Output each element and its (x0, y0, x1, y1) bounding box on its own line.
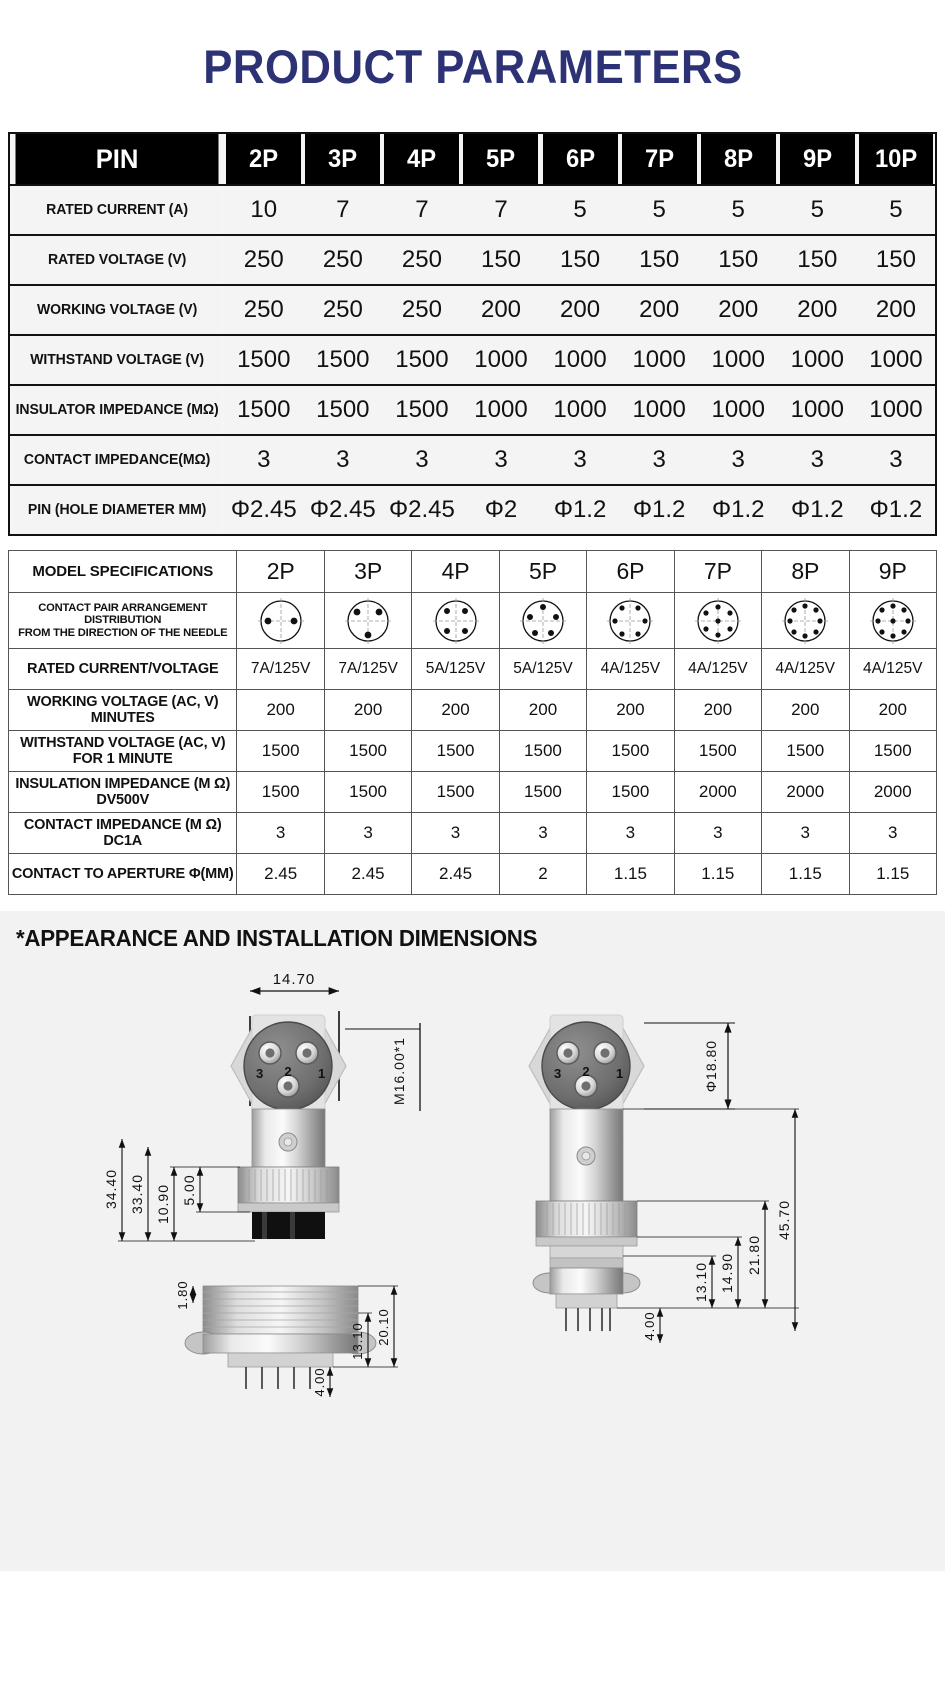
pin-diagram-cell-9p (849, 593, 937, 649)
dimension-label-1-80: 1.80 (175, 1280, 190, 1310)
cell: 250 (382, 235, 461, 285)
cell: Φ1.2 (699, 485, 778, 535)
pin-layout-7p-icon (675, 597, 761, 645)
pin-diagram-cell-2p (237, 593, 324, 649)
cell: 5 (778, 185, 857, 235)
specs-table-1-head (9, 133, 936, 185)
table-row (9, 690, 937, 731)
cell: 5 (699, 185, 778, 235)
pin-number-1: 1 (616, 1066, 624, 1081)
cell: 1000 (778, 385, 857, 435)
row-label: CONTACT IMPEDANCE(MΩ) (12, 435, 221, 485)
pin-layout-2p-icon (237, 597, 323, 645)
row-label-line2: FROM THE DIRECTION OF THE NEEDLE (18, 626, 228, 639)
cell: 200 (620, 285, 699, 335)
cell: 1500 (499, 731, 586, 772)
pin-layout-6p-icon (587, 597, 673, 645)
column-header-4p: 4P (384, 133, 459, 185)
cell: 3 (849, 813, 937, 854)
pin-diagram-cell-4p (412, 593, 499, 649)
connector-front-view-left (231, 1015, 346, 1117)
cell: 1000 (857, 385, 936, 435)
cell: 1500 (382, 335, 461, 385)
cell: 1000 (541, 335, 620, 385)
row-label-line2: FOR 1 MINUTE (72, 751, 173, 767)
row-label-line1: WITHSTAND VOLTAGE (AC, V) (20, 734, 226, 751)
table-row (9, 235, 936, 285)
cell: 200 (674, 690, 761, 731)
column-header-9p: 9P (780, 133, 855, 185)
pin-layout-8p-icon (762, 597, 848, 645)
cell: 1.15 (587, 854, 674, 895)
cell: 5 (541, 185, 620, 235)
title-band (0, 0, 945, 132)
specs-table-2-wrapper (0, 536, 945, 895)
table-row (9, 435, 936, 485)
pin-number-2: 2 (582, 1064, 590, 1079)
dimension-label-33-40: 33.40 (129, 1173, 145, 1215)
cell: 1500 (224, 385, 303, 435)
row-label: WITHSTAND VOLTAGE (V) (12, 335, 221, 385)
cell: 3 (620, 435, 699, 485)
pin-diagram-cell-3p (324, 593, 411, 649)
cell: 1500 (587, 772, 674, 813)
cell: 3 (237, 813, 324, 854)
table-header-row (9, 551, 937, 593)
cell: 200 (699, 285, 778, 335)
cell: 250 (224, 285, 303, 335)
cell: 3 (303, 435, 382, 485)
dimension-thread-m16 (345, 1023, 420, 1111)
column-header-7p: 7P (622, 133, 697, 185)
table-row (9, 485, 936, 535)
table-row (9, 649, 937, 690)
cell: 1000 (620, 385, 699, 435)
cell: 2000 (674, 772, 761, 813)
connector-front-view-right (529, 1015, 644, 1117)
cell: 3 (412, 813, 499, 854)
row-label: INSULATOR IMPEDANCE (MΩ) (12, 385, 221, 435)
cell: 1000 (699, 335, 778, 385)
cell: 4A/125V (762, 649, 849, 690)
table-header-row (9, 133, 936, 185)
pin-diagram-cell-8p (762, 593, 849, 649)
left-side-view (175, 1280, 398, 1397)
pin-layout-9p-icon (850, 597, 937, 645)
appearance-section-title: *APPEARANCE AND INSTALLATION DIMENSIONS (16, 925, 538, 951)
cell: 3 (541, 435, 620, 485)
cell: 3 (499, 813, 586, 854)
row-label: RATED VOLTAGE (V) (12, 235, 221, 285)
cell: Φ2.45 (224, 485, 303, 535)
cell: 1500 (499, 772, 586, 813)
cell: 7 (382, 185, 461, 235)
table-row (9, 772, 937, 813)
cell: 1500 (324, 731, 411, 772)
column-header-2p: 2P (226, 133, 301, 185)
cell: 150 (620, 235, 699, 285)
table-row (9, 385, 936, 435)
page-title: PRODUCT PARAMETERS (202, 39, 743, 93)
row-label (9, 772, 237, 813)
cell: 1500 (587, 731, 674, 772)
cell: 2000 (762, 772, 849, 813)
cell: 1500 (412, 772, 499, 813)
cell: 150 (541, 235, 620, 285)
row-label-line1: CONTACT IMPEDANCE (M Ω) (23, 816, 222, 833)
row-label-line2: MINUTES (90, 710, 155, 726)
cell: 3 (461, 435, 540, 485)
cell: 5 (857, 185, 936, 235)
cell: 1500 (382, 385, 461, 435)
cell: 3 (224, 435, 303, 485)
right-drawing (529, 1015, 799, 1343)
pin-layout-5p-icon (500, 597, 586, 645)
pin-number-1: 1 (318, 1066, 326, 1081)
cell: 200 (778, 285, 857, 335)
cell: 1500 (303, 335, 382, 385)
connector-body-left (238, 1109, 339, 1239)
cell: 200 (324, 690, 411, 731)
cell: Φ1.2 (541, 485, 620, 535)
cell: 200 (587, 690, 674, 731)
cell: 3 (762, 813, 849, 854)
cell: 1500 (237, 772, 324, 813)
cell: 1000 (541, 385, 620, 435)
dimension-label-34-40: 34.40 (103, 1168, 119, 1210)
cell: Φ2.45 (303, 485, 382, 535)
row-label (9, 649, 237, 690)
technical-drawings (0, 911, 945, 1571)
cell: 200 (762, 690, 849, 731)
cell: Φ2.45 (382, 485, 461, 535)
cell: 250 (224, 235, 303, 285)
cell: 1500 (324, 772, 411, 813)
pin-number-3: 3 (256, 1066, 264, 1081)
table-row (9, 731, 937, 772)
cell: 4A/125V (849, 649, 937, 690)
cell: 10 (224, 185, 303, 235)
cell: 1500 (237, 731, 324, 772)
row-label-pin-arrangement (9, 593, 237, 649)
dimension-label-45-70: 45.70 (776, 1199, 792, 1241)
cell: 4A/125V (674, 649, 761, 690)
cell: 200 (461, 285, 540, 335)
cell: 1.15 (674, 854, 761, 895)
cell: 1000 (461, 385, 540, 435)
cell: 5 (620, 185, 699, 235)
specs-table-1-body (9, 185, 936, 535)
row-label-line1: INSULATION IMPEDANCE (M Ω) (15, 775, 231, 792)
table-row (9, 285, 936, 335)
cell: 1500 (674, 731, 761, 772)
cell: 200 (412, 690, 499, 731)
cell: 1000 (857, 335, 936, 385)
column-header-7p: 7P (674, 551, 761, 593)
cell: 7A/125V (237, 649, 324, 690)
cell: 200 (237, 690, 324, 731)
cell: 1500 (412, 731, 499, 772)
cell: 150 (857, 235, 936, 285)
column-header-5p: 5P (499, 551, 586, 593)
cell: 250 (382, 285, 461, 335)
cell: 3 (587, 813, 674, 854)
row-label: WORKING VOLTAGE (V) (12, 285, 221, 335)
table-row (9, 813, 937, 854)
specs-table-1-wrapper (0, 132, 945, 536)
column-header-6p: 6P (587, 551, 674, 593)
dimension-stack-right (617, 1109, 799, 1343)
cell: 4A/125V (587, 649, 674, 690)
cell: Φ1.2 (857, 485, 936, 535)
row-label (9, 854, 237, 895)
column-header-8p: 8P (701, 133, 776, 185)
cell: 3 (382, 435, 461, 485)
cell: 150 (461, 235, 540, 285)
cell: 1500 (303, 385, 382, 435)
cell: Φ1.2 (778, 485, 857, 535)
left-drawing (103, 971, 420, 1397)
cell: 5A/125V (412, 649, 499, 690)
table-row (9, 335, 936, 385)
cell: 200 (849, 690, 937, 731)
column-header-8p: 8P (762, 551, 849, 593)
row-label-line2: DC1A (103, 833, 143, 849)
dimension-label-13-10: 13.10 (693, 1261, 709, 1303)
cell: 150 (699, 235, 778, 285)
column-header-6p: 6P (543, 133, 618, 185)
cell: 3 (778, 435, 857, 485)
specs-table-2-body (9, 551, 937, 895)
column-header-3p: 3P (324, 551, 411, 593)
row-label-line1: RATED CURRENT/VOLTAGE (26, 660, 219, 677)
dimension-label-14-90: 14.90 (719, 1252, 735, 1294)
pin-number-2: 2 (284, 1064, 292, 1079)
cell: 2.45 (412, 854, 499, 895)
column-header-9p: 9P (849, 551, 937, 593)
dimension-label-4-00: 4.00 (312, 1367, 327, 1397)
cell: Φ2 (461, 485, 540, 535)
cell: 150 (778, 235, 857, 285)
dimension-label-21-80: 21.80 (746, 1234, 762, 1276)
column-header-4p: 4P (412, 551, 499, 593)
cell: Φ1.2 (620, 485, 699, 535)
dimension-diameter-1880 (644, 1023, 735, 1109)
row-label-line1: CONTACT PAIR ARRANGEMENT DISTRIBUTION (38, 601, 208, 627)
cell: 3 (857, 435, 936, 485)
cell: 1.15 (849, 854, 937, 895)
row-label: PIN (HOLE DIAMETER MM) (12, 485, 221, 535)
cell: 1500 (762, 731, 849, 772)
pin-layout-4p-icon (412, 597, 498, 645)
cell: 1000 (461, 335, 540, 385)
row-label-line1: WORKING VOLTAGE (AC, V) (27, 693, 219, 710)
appearance-section (0, 911, 945, 1571)
cell: 2.45 (237, 854, 324, 895)
row-label (9, 690, 237, 731)
column-header-model-specifications: MODEL SPECIFICATIONS (9, 551, 237, 593)
cell: 7 (461, 185, 540, 235)
dimension-label-diameter: Φ18.80 (703, 1039, 719, 1093)
dimension-label-20-10: 20.10 (376, 1308, 391, 1346)
dimension-label-10-90: 10.90 (155, 1183, 171, 1225)
pin-diagram-cell-5p (499, 593, 586, 649)
pin-diagram-cell-6p (587, 593, 674, 649)
cell: 3 (674, 813, 761, 854)
cell: 200 (857, 285, 936, 335)
column-header-10p: 10P (859, 133, 934, 185)
dimension-label-thread: M16.00*1 (391, 1037, 407, 1105)
cell: 1500 (849, 731, 937, 772)
cell: 7 (303, 185, 382, 235)
cell: 200 (541, 285, 620, 335)
pin-arrangement-row (9, 593, 937, 649)
connector-body-right (533, 1109, 640, 1331)
cell: 3 (699, 435, 778, 485)
cell: 3 (324, 813, 411, 854)
cell: 250 (303, 235, 382, 285)
row-label (9, 813, 237, 854)
cell: 2.45 (324, 854, 411, 895)
cell: 1500 (224, 335, 303, 385)
cell: 1000 (778, 335, 857, 385)
cell: 2 (499, 854, 586, 895)
dimension-stack-left (103, 1139, 255, 1241)
column-header-pin: PIN (14, 133, 218, 185)
row-label (9, 731, 237, 772)
cell: 200 (499, 690, 586, 731)
dimension-label-4-00: 4.00 (642, 1311, 657, 1341)
pin-number-3: 3 (554, 1066, 562, 1081)
dimension-label-width: 14.70 (272, 971, 316, 988)
cell: 1.15 (762, 854, 849, 895)
specs-table-2 (8, 550, 937, 895)
pin-layout-3p-icon (325, 597, 411, 645)
cell: 250 (303, 285, 382, 335)
table-row (9, 854, 937, 895)
dimension-label-13-10: 13.10 (350, 1322, 365, 1360)
cell: 1000 (620, 335, 699, 385)
dimension-label-5-00: 5.00 (181, 1174, 197, 1206)
table-row (9, 185, 936, 235)
cell: 1000 (699, 385, 778, 435)
column-header-5p: 5P (463, 133, 538, 185)
row-label-line1: CONTACT TO APERTURE Φ(MM) (11, 865, 234, 882)
cell: 7A/125V (324, 649, 411, 690)
page-bottom-spacer (0, 1571, 945, 1627)
pin-diagram-cell-7p (674, 593, 761, 649)
row-label: RATED CURRENT (A) (12, 185, 221, 235)
specs-table-1 (8, 132, 937, 536)
column-header-2p: 2P (237, 551, 324, 593)
column-header-3p: 3P (305, 133, 380, 185)
cell: 2000 (849, 772, 937, 813)
cell: 5A/125V (499, 649, 586, 690)
row-label-line2: DV500V (96, 792, 150, 808)
